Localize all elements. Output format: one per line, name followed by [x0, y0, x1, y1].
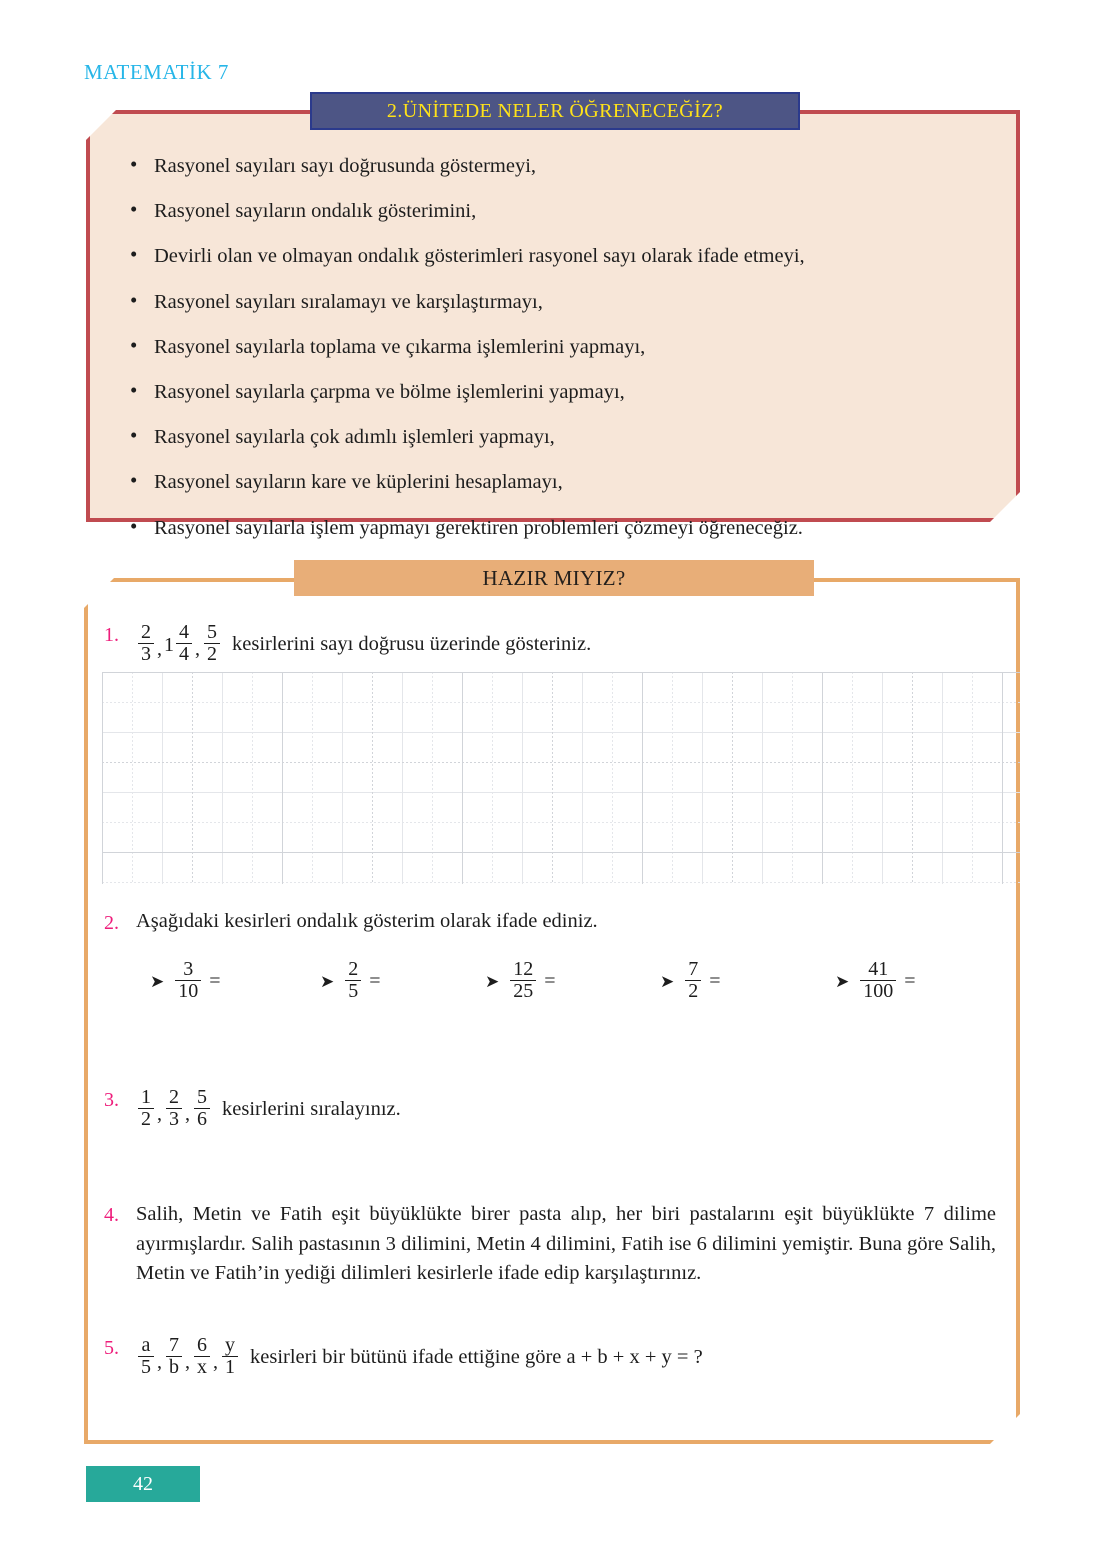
question-body: [136, 1333, 703, 1379]
fraction-group: [136, 623, 591, 666]
fraction: [175, 959, 201, 1002]
arrow-right-triangle-icon: ➤: [835, 972, 850, 991]
ready-check-banner: HAZIR MIYIZ?: [294, 560, 814, 596]
arrow-right-triangle-icon: ➤: [320, 972, 335, 991]
list-item: [660, 960, 835, 1003]
fraction: [166, 1087, 182, 1130]
question-5: [104, 1333, 1004, 1379]
numerator: 3: [183, 958, 194, 980]
comma: ,: [185, 1103, 190, 1125]
equals-sign: =: [544, 970, 556, 992]
equals-sign: =: [709, 970, 721, 992]
list-item: [150, 960, 320, 1003]
numerator: 7: [169, 1334, 179, 1356]
list-item: [320, 960, 485, 1003]
list-item: • Rasyonel sayılarla çok adımlı işlemleri yapmayı,: [114, 425, 980, 449]
question-number: 2.: [104, 912, 119, 934]
denominator: 2: [685, 980, 701, 1002]
numerator: y: [225, 1334, 235, 1356]
question-3: [104, 1085, 984, 1131]
numerator: 12: [513, 958, 534, 980]
denominator: 100: [860, 980, 896, 1002]
list-item: • Rasyonel sayılarla işlem yapmayı gerektiren problemleri çözmeyi öğreneceğiz.: [114, 516, 980, 540]
fraction: [204, 622, 220, 665]
numerator: 2: [348, 958, 359, 980]
running-head: MATEMATİK 7: [84, 60, 229, 84]
mixed-number: [164, 623, 194, 666]
question-2: [104, 908, 984, 935]
numerator: 6: [197, 1334, 207, 1356]
arrow-right-triangle-icon: ➤: [660, 972, 675, 991]
comma: ,: [157, 1103, 162, 1125]
denominator: 2: [138, 1108, 154, 1130]
denominator: 5: [138, 1356, 154, 1378]
arrow-right-triangle-icon: ➤: [150, 972, 165, 991]
list-item: [485, 960, 660, 1003]
numerator: a: [141, 1334, 151, 1356]
question-text: kesirleri bir bütünü ifade ettiğine göre a + b + x + y = ?: [250, 1346, 703, 1369]
numerator: 41: [868, 958, 889, 980]
list-item: • Rasyonel sayıları sayı doğrusunda göstermeyi,: [114, 154, 980, 178]
equals-sign: =: [209, 970, 221, 992]
fraction: [138, 1335, 154, 1378]
dotted-grid-work-area: [102, 672, 1020, 884]
question-body: [136, 1085, 401, 1131]
numerator: 5: [207, 621, 217, 643]
numerator: 5: [197, 1086, 207, 1108]
denominator: 1: [222, 1356, 238, 1378]
list-item: • Rasyonel sayıların ondalık gösterimini,: [114, 199, 980, 223]
fraction: [166, 1335, 182, 1378]
equals-sign: =: [369, 970, 381, 992]
comma: ,: [195, 638, 200, 660]
numerator: 2: [169, 1086, 179, 1108]
denominator: 3: [138, 643, 154, 665]
question-text: kesirlerini sıralayınız.: [222, 1098, 401, 1121]
objectives-list: [86, 110, 1020, 561]
comma: ,: [157, 638, 162, 660]
list-item: • Rasyonel sayılarla çarpma ve bölme işlemlerini yapmayı,: [114, 380, 980, 404]
list-item: • Rasyonel sayıları sıralamayı ve karşılaştırmayı,: [114, 290, 980, 314]
list-item: [835, 960, 916, 1003]
list-item: • Rasyonel sayılarla toplama ve çıkarma işlemlerini yapmayı,: [114, 335, 980, 359]
fraction: [345, 959, 361, 1002]
question-text: kesirlerini sayı doğrusu üzerinde gösteriniz.: [232, 633, 592, 656]
denominator: 6: [194, 1108, 210, 1130]
question-number: 3.: [104, 1089, 119, 1111]
fraction: [685, 959, 701, 1002]
question-number: 1.: [104, 624, 119, 646]
denominator: 2: [204, 643, 220, 665]
whole-part: 1: [164, 633, 174, 656]
equals-sign: =: [904, 970, 916, 992]
question-body: [136, 620, 591, 666]
fraction-group: [136, 1088, 401, 1131]
question-body: Salih, Metin ve Fatih eşit büyüklükte birer pasta alıp, her biri pastalarını eşit büyüklükte 7 dilime ayırmışlardır. Salih pastasının 3 dilimini, Metin 4 dilimini, Fatih ise 6 dilimini yemiştir. Buna göre Salih, Metin ve Fatih’in yediği dilimleri kesirlerle ifade edip karşılaştırınız.: [136, 1203, 996, 1285]
question-4: [104, 1200, 1010, 1289]
denominator: x: [194, 1356, 210, 1378]
denominator: 4: [176, 643, 192, 665]
question-2-fraction-row: [150, 960, 1010, 1003]
fraction: [860, 959, 896, 1002]
fraction: [176, 622, 192, 665]
fraction: [194, 1087, 210, 1130]
numerator: 2: [141, 621, 151, 643]
comma: ,: [185, 1351, 190, 1373]
arrow-right-triangle-icon: ➤: [485, 972, 500, 991]
unit-objectives-banner: 2.ÜNİTEDE NELER ÖĞRENECEĞİZ?: [310, 92, 800, 130]
question-1: [104, 620, 984, 666]
list-item: • Rasyonel sayıların kare ve küplerini hesaplamayı,: [114, 470, 980, 494]
question-number: 5.: [104, 1337, 119, 1359]
denominator: 3: [166, 1108, 182, 1130]
fraction: [194, 1335, 210, 1378]
numerator: 4: [179, 621, 189, 643]
fraction: [138, 1087, 154, 1130]
page-number: 42: [86, 1466, 200, 1502]
denominator: 25: [510, 980, 536, 1002]
denominator: b: [166, 1356, 182, 1378]
unit-objectives-content: [86, 110, 1020, 539]
fraction-group: [136, 1336, 703, 1379]
question-body: Aşağıdaki kesirleri ondalık gösterim olarak ifade ediniz.: [136, 910, 598, 932]
comma: ,: [157, 1351, 162, 1373]
fraction: [510, 959, 536, 1002]
numerator: 7: [688, 958, 699, 980]
denominator: 10: [175, 980, 201, 1002]
list-item: • Devirli olan ve olmayan ondalık gösterimleri rasyonel sayı olarak ifade etmeyi,: [114, 244, 980, 268]
question-number: 4.: [104, 1204, 119, 1226]
fraction: [138, 622, 154, 665]
numerator: 1: [141, 1086, 151, 1108]
comma: ,: [213, 1351, 218, 1373]
denominator: 5: [345, 980, 361, 1002]
fraction: [222, 1335, 238, 1378]
